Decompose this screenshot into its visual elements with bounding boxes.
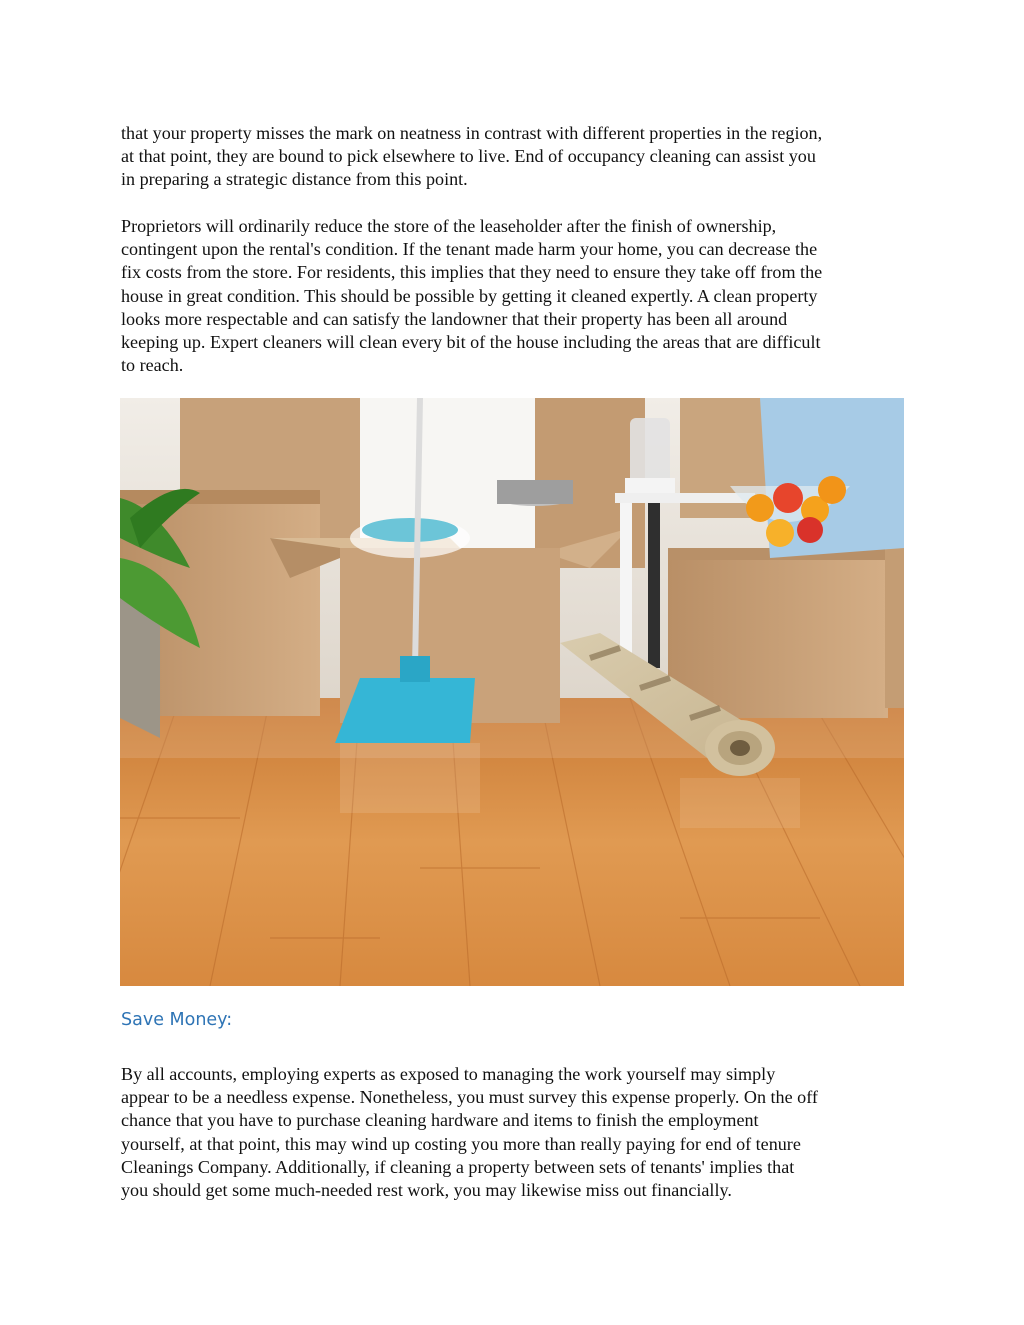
text-line: at that point, they are bound to pick elsewhere to live. End of occupancy cleaning can assist you (121, 146, 816, 167)
text-line: house in great condition. This should be possible by getting it cleaned expertly. A clean property (121, 285, 818, 306)
paragraph-proprietors (121, 215, 911, 377)
text-line: chance that you have to purchase cleaning hardware and items to finish the employment (121, 1110, 759, 1131)
paragraph-save-money (121, 1063, 911, 1202)
text-line: appear to be a needless expense. Nonetheless, you must survey this expense properly. On the off (121, 1087, 818, 1108)
section-heading: Save Money: (121, 1010, 233, 1030)
text-line: Cleanings Company. Additionally, if cleaning a property between sets of tenants' implies that (121, 1156, 795, 1177)
text-line: in preparing a strategic distance from this point. (121, 169, 468, 190)
text-line: yourself, at that point, this may wind up costing you more than really paying for end of tenure (121, 1133, 801, 1154)
text-line: that your property misses the mark on neatness in contrast with different properties in the region, (121, 123, 823, 143)
text-line: looks more respectable and can satisfy the landowner that their property has been all around (121, 308, 788, 329)
text-line: Proprietors will ordinarily reduce the store of the leaseholder after the finish of ownership, (121, 216, 777, 236)
text-line: contingent upon the rental's condition. If the tenant made harm your home, you can decrease the (121, 239, 818, 260)
text-line: to reach. (121, 355, 184, 376)
text-line: keeping up. Expert cleaners will clean every bit of the house including the areas that are difficult (121, 332, 821, 353)
text-line: you should get some much-needed rest work, you may likewise miss out financially. (121, 1180, 732, 1201)
moving-boxes-photo (120, 398, 904, 986)
text-line: fix costs from the store. For residents, this implies that they need to ensure they take off from the (121, 262, 823, 283)
text-line: By all accounts, employing experts as exposed to managing the work yourself may simply (121, 1064, 776, 1084)
photo-illustration (120, 398, 904, 986)
paragraph-intro-end (121, 122, 911, 192)
